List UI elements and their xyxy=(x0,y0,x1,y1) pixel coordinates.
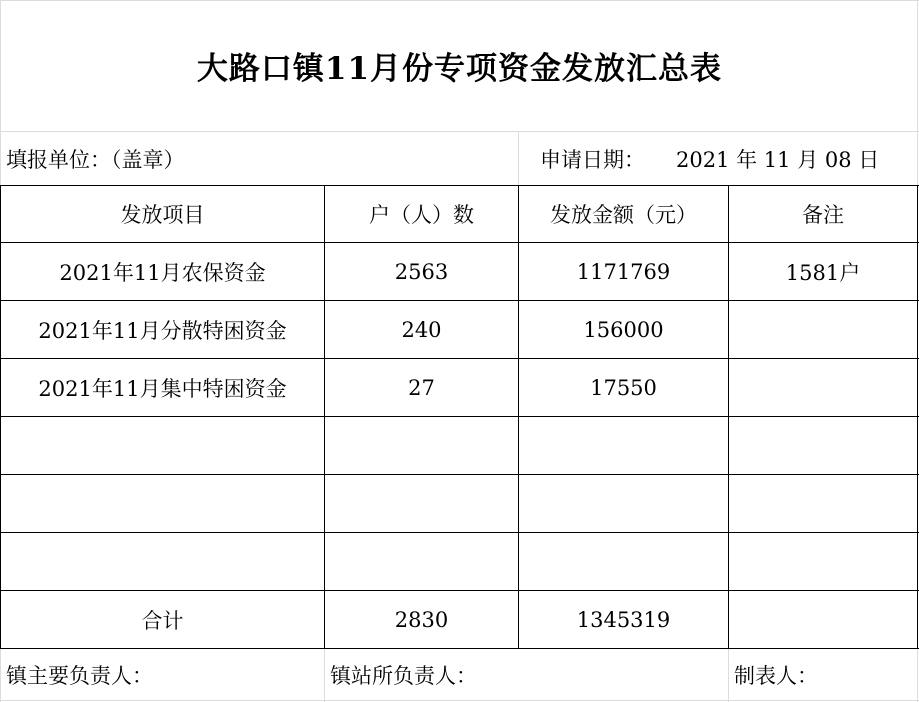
row-3-households: 27 xyxy=(408,375,435,400)
header-amount: 发放金额（元） xyxy=(550,203,697,227)
row-6-households xyxy=(325,533,518,590)
total-amount: 1345319 xyxy=(576,607,671,632)
row-1-amount: 1171769 xyxy=(576,259,671,284)
row-1-remarks: 1581户 xyxy=(785,260,861,285)
header-remarks: 备注 xyxy=(802,203,844,227)
header-households: 户（人）数 xyxy=(369,203,474,227)
row-5-amount xyxy=(519,475,728,532)
sheet-title: 大路口镇11月份专项资金发放汇总表 xyxy=(196,51,723,87)
table-maker-label: 制表人： xyxy=(734,664,818,688)
total-label: 合计 xyxy=(141,608,184,633)
row-4-amount xyxy=(519,417,728,474)
row-5-households xyxy=(325,475,518,532)
row-4-project xyxy=(1,417,324,474)
town-leader-label: 镇主要负责人： xyxy=(6,664,153,688)
station-leader-label: 镇站所负责人： xyxy=(330,664,477,688)
reporting-unit-label: 填报单位：（盖章） xyxy=(6,147,185,172)
row-2-households: 240 xyxy=(401,317,442,342)
row-3-project: 2021年11月集中特困资金 xyxy=(38,376,287,401)
row-3-remarks xyxy=(729,359,917,416)
grid-line xyxy=(518,131,519,185)
application-date-label: 申请日期： xyxy=(540,147,645,172)
row-2-amount: 156000 xyxy=(583,317,664,342)
row-5-project xyxy=(1,475,324,532)
total-households: 2830 xyxy=(394,607,449,632)
header-project: 发放项目 xyxy=(120,203,205,227)
row-1-project: 2021年11月农保资金 xyxy=(59,260,266,285)
row-5-remarks xyxy=(729,475,917,532)
row-2-project: 2021年11月分散特困资金 xyxy=(38,318,287,343)
row-1-households: 2563 xyxy=(394,259,449,284)
application-date-value: 2021 年 11 月 08 日 xyxy=(676,147,880,172)
grid-line xyxy=(917,648,918,702)
row-2-remarks xyxy=(729,301,917,358)
total-remarks xyxy=(729,591,917,648)
row-6-remarks xyxy=(729,533,917,590)
table-border xyxy=(917,185,918,649)
row-4-households xyxy=(325,417,518,474)
row-4-remarks xyxy=(729,417,917,474)
row-6-project xyxy=(1,533,324,590)
row-3-amount: 17550 xyxy=(590,375,657,400)
row-6-amount xyxy=(519,533,728,590)
